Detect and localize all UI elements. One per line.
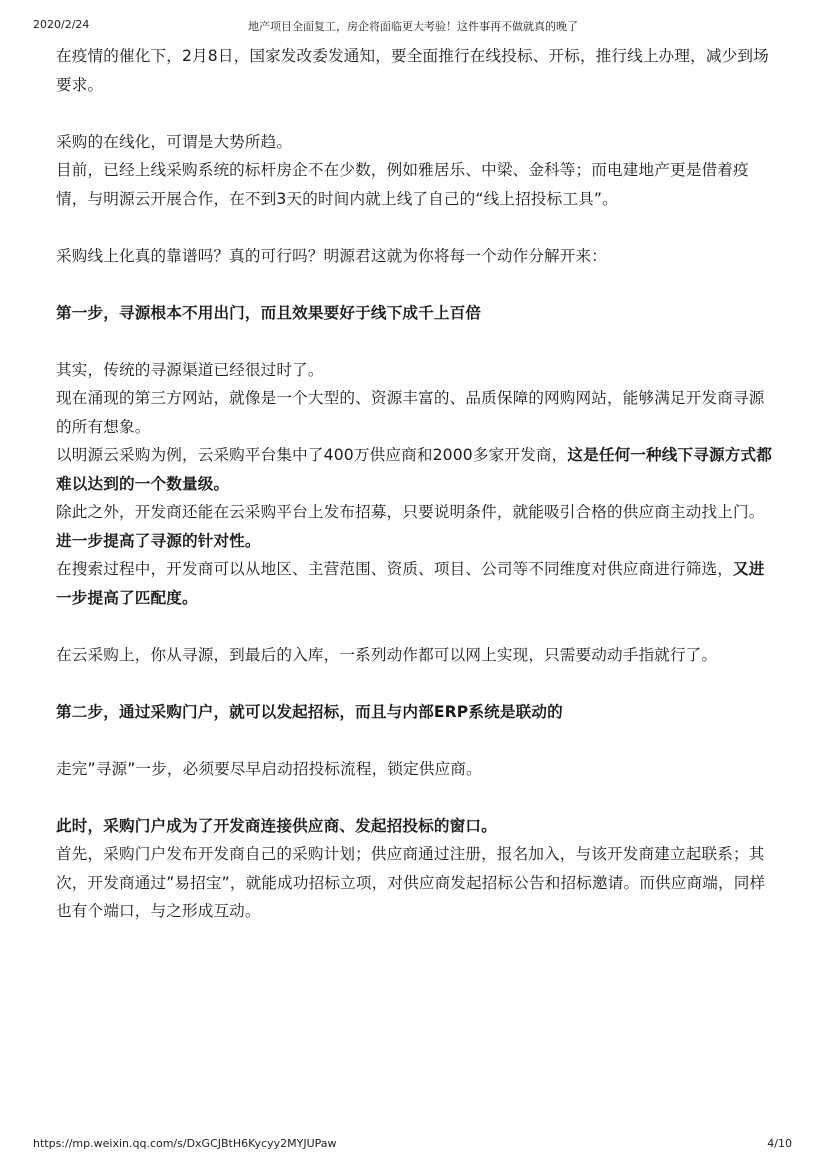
section-heading: 第一步，寻源根本不用出门，而且效果要好于线下成千上百倍 bbox=[56, 303, 482, 322]
paragraph-gap bbox=[56, 327, 774, 356]
paragraph bbox=[56, 441, 774, 498]
paragraph: 采购的在线化，可谓是大势所趋。 bbox=[56, 132, 293, 151]
article-body bbox=[56, 42, 774, 926]
paragraph-gap bbox=[56, 783, 774, 812]
paragraph-text: 以明源云采购为例，云采购平台集中了400万供应商和2000多家开发商， bbox=[56, 446, 568, 464]
paragraph-gap bbox=[56, 612, 774, 641]
paragraph-gap bbox=[56, 213, 774, 242]
emphasis-text: 进一步提高了寻源的针对性。 bbox=[56, 531, 261, 550]
paragraph-gap bbox=[56, 99, 774, 128]
print-page-title: 地产项目全面复工，房企将面临更大考验！这件事再不做就真的晚了 bbox=[248, 20, 578, 33]
emphasis-text: 又进一步提高了匹配度。 bbox=[56, 560, 765, 607]
paragraph-gap bbox=[56, 270, 774, 299]
paragraph: 走完”寻源”一步，必须要尽早启动招投标流程，锁定供应商。 bbox=[56, 759, 482, 778]
section-heading: 第二步，通过采购门户，就可以发起招标，而且与内部ERP系统是联动的 bbox=[56, 702, 563, 721]
paragraph: 在疫情的催化下，2月8日，国家发改委发通知，要全面推行在线投标、开标，推行线上办理，减少到场要求。 bbox=[56, 47, 769, 94]
paragraph: 目前，已经上线采购系统的标杆房企不在少数，例如雅居乐、中梁、金科等；而电建地产更是借着疫情，与明源云开展合作，在不到3天的时间内就上线了自己的“线上招投标工具”。 bbox=[56, 161, 749, 208]
paragraph: 首先，采购门户发布开发商自己的采购计划；供应商通过注册，报名加入，与该开发商建立起联系；其次，开发商通过”易招宝”，就能成功招标立项，对供应商发起招标公告和招标邀请。而供应商端，同样也有个端口，与之形成互动。 bbox=[56, 845, 766, 920]
paragraph bbox=[56, 555, 774, 612]
paragraph-gap bbox=[56, 669, 774, 698]
paragraph: 采购线上化真的靠谱吗？真的可行吗？明源君这就为你将每一个动作分解开来： bbox=[56, 246, 608, 265]
section-heading: 此时，采购门户成为了开发商连接供应商、发起招投标的窗口。 bbox=[56, 816, 497, 835]
print-source-url: https://mp.weixin.qq.com/s/DxGCJBtH6Kycyy2MYJUPaw bbox=[33, 1137, 337, 1150]
paragraph bbox=[56, 498, 774, 555]
paragraph-text: 在搜索过程中，开发商可以从地区、主营范围、资质、项目、公司等不同维度对供应商进行筛选， bbox=[56, 560, 733, 578]
print-page-number: 4/10 bbox=[767, 1137, 792, 1150]
emphasis-text: 这是任何一种线下寻源方式都难以达到的一个数量级。 bbox=[56, 446, 772, 493]
paragraph-text: 除此之外，开发商还能在云采购平台上发布招募，只要说明条件，就能吸引合格的供应商主动找上门。 bbox=[56, 503, 765, 521]
paragraph: 其实，传统的寻源渠道已经很过时了。 bbox=[56, 360, 324, 379]
print-date: 2020/2/24 bbox=[33, 18, 90, 31]
paragraph: 在云采购上，你从寻源，到最后的入库，一系列动作都可以网上实现，只需要动动手指就行了。 bbox=[56, 645, 718, 664]
paragraph-gap bbox=[56, 726, 774, 755]
paragraph: 现在涌现的第三方网站，就像是一个大型的、资源丰富的、品质保障的网购网站，能够满足开发商寻源的所有想象。 bbox=[56, 389, 765, 436]
